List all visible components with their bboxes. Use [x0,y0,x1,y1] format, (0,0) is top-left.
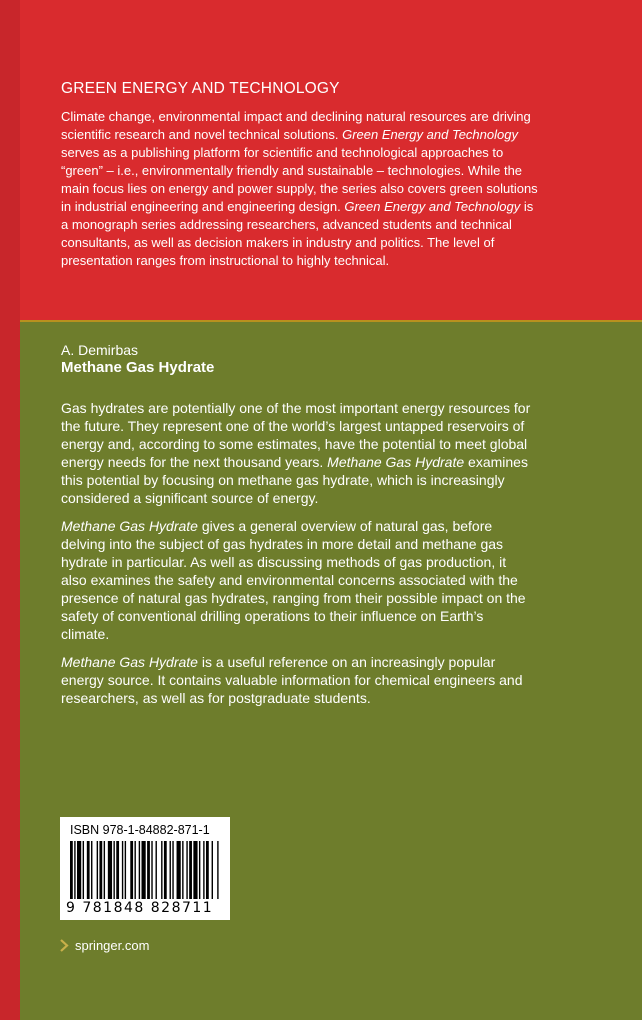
series-text-part-2: serves as a publishing platform for scientific and technological approaches to “green” – i.e., environmentally friendly and sustainable – technologies. While the main focus lies on energy and power supply, the series also covers green solutions in industrial engineering and engineering design. [61,145,538,214]
blurb-3-text: is a useful reference on an increasingly popular energy source. It contains valuable information for chemical engineers and researchers, as well as for postgraduate students. [61,654,523,706]
blurb-2-title-italic: Methane Gas Hydrate [61,518,198,534]
series-description [61,108,541,270]
series-name-italic-1: Green Energy and Technology [342,127,518,142]
book-blurb [61,399,531,717]
isbn-barcode [60,817,230,920]
blurb-1-text-b: examines this potential by focusing on methane gas hydrate, which is increasingly considered a significant source of energy. [61,454,528,506]
chevron-right-icon [60,939,69,952]
book-title: Methane Gas Hydrate [61,359,215,376]
barcode-bars [70,841,220,899]
publisher-url[interactable]: springer.com [75,938,150,953]
barcode-digits: 9 781848 828711 [66,900,214,916]
spine-strip [0,0,20,1020]
isbn-label: ISBN 978-1-84882-871-1 [70,823,210,837]
blurb-1-title-italic: Methane Gas Hydrate [327,454,465,470]
series-title: GREEN ENERGY AND TECHNOLOGY [61,80,340,97]
series-text-part-3: is a monograph series addressing researchers, advanced students and technical consultants, as well as decision makers in industry and politics. The level of presentation ranges from instructional to highly technical. [61,199,534,268]
blurb-paragraph-1 [61,399,531,507]
blurb-1-text-a: Gas hydrates are potentially one of the most important energy resources for the future. They represent one of the world’s largest untapped reservoirs of energy and, according to some estimates, have the potential to meet global energy needs for the next thousand years. [61,400,531,470]
blurb-3-title-italic: Methane Gas Hydrate [61,654,198,670]
blurb-paragraph-2 [61,517,531,643]
author-name: A. Demirbas [61,342,139,358]
series-text-part-1: Climate change, environmental impact and declining natural resources are driving scientific research and novel technical solutions. [61,109,531,142]
publisher-link[interactable] [60,938,149,953]
blurb-2-text: gives a general overview of natural gas, before delving into the subject of gas hydrates in more detail and methane gas hydrate in particular. As well as discussing methods of gas production, it also examines the safety and environmental concerns associated with the presence of natural gas hydrates, ranging from their possible impact on the safety of conventional drilling operations to their influence on Earth’s climate. [61,518,526,642]
blurb-paragraph-3 [61,653,531,707]
series-name-italic-2: Green Energy and Technology [344,199,521,214]
